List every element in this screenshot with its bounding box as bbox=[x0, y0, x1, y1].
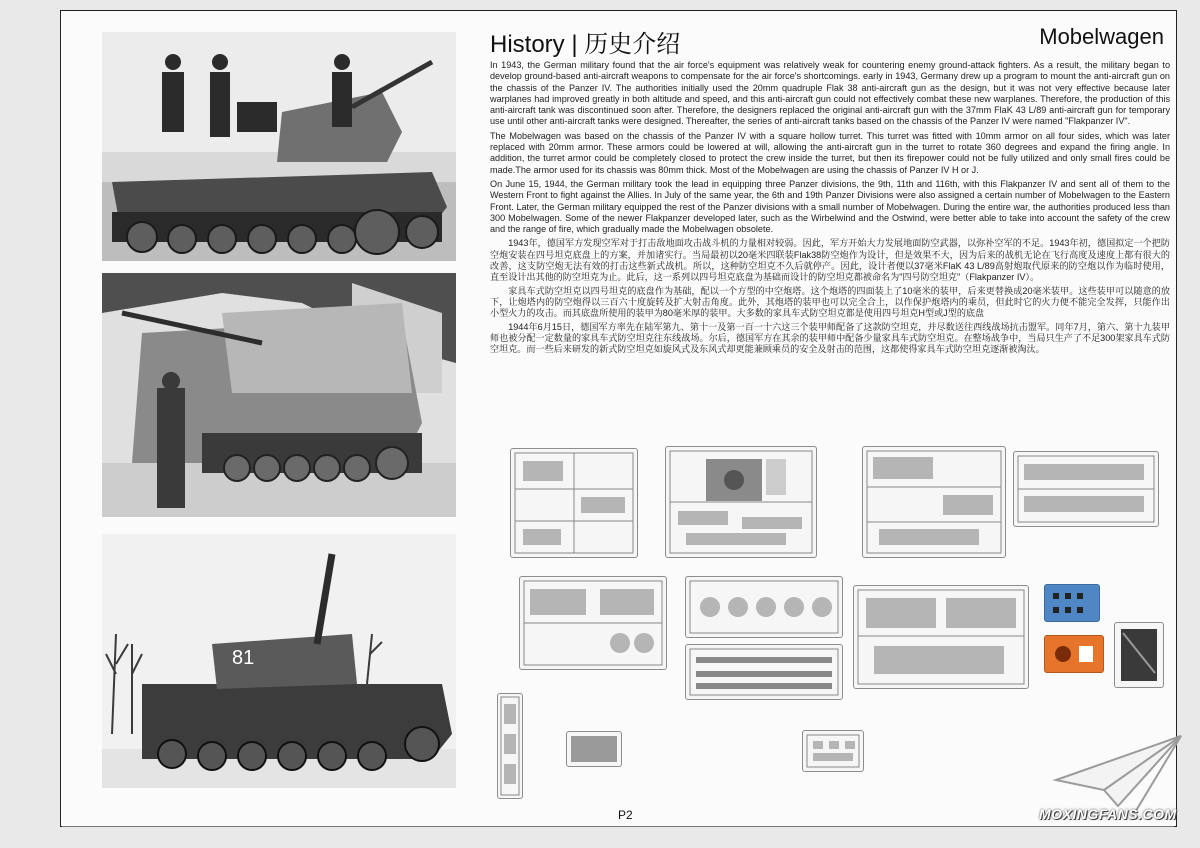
sprue-diagram bbox=[853, 585, 1029, 689]
history-paragraph-en-1: In 1943, the German military found that the air force's equipment was relatively weak for countering enemy ground-attack fighters. As a result, the military began to develop ground-based anti-aircraft weapons to compensate for the air force's shortcomings. early in 1943, Germany drew up a program to mount the anti-aircraft gun on the chassis of the Panzer IV. The authorities initially used the 20mm quadruple Flak 38 anti-aircraft gun as the design, but it was not very effective because later warplanes had improved greatly in both altitude and speed, and this anti-aircraft gun could not effectively combat these new warplanes. Therefore, the production of this anti-aircraft tank was discontinued soon after. Therefore, the designers replaced the original anti-aircraft gun with the 37mm FlaK 43 L/89 anti-aircraft gun for temporary use until other anti-aircraft tanks were designed. Thereafter, the series of anti-aircraft tanks based on the chassis of the Panzer IV were named "Flakpanzer IV". bbox=[490, 60, 1170, 127]
history-paragraph-en-2: The Mobelwagen was based on the chassis of the Panzer IV with a square hollow turret. This turret was fitted with 10mm armor on all four sides, which was later replaced with 20mm armor. These armors could be lowered at will, allowing the anti-aircraft gun in the turret to rotate 360 degrees and expand the firing angle. In addition, the turret armor could be completely closed to protect the crew inside the turret, but then its firepower could not be fully utilized and only small fires could be made.The armor used for its chassis was 80mm thick. Most of the Mobelwagen are using the chassis of Panzer IV H or J. bbox=[490, 130, 1170, 175]
sprue-diagram bbox=[802, 730, 864, 772]
sprue-diagram bbox=[862, 446, 1006, 558]
divider-line bbox=[62, 826, 1174, 827]
watermark: MOXINGFANS.COM bbox=[1039, 806, 1177, 822]
page-number: P2 bbox=[618, 808, 633, 822]
sprue-diagram bbox=[566, 731, 622, 767]
sprue-diagram bbox=[1114, 622, 1164, 688]
turret-number: 81 bbox=[232, 647, 255, 669]
history-paragraph-cn-3: 1944年6月15日，德国军方率先在陆军第九、第十一及第一百一十六这三个装甲师配备了这款防空坦克，并尽数送往西线战场抗击盟军。同年7月，第六、第十九装甲师也被分配一定数量的家具车式防空坦克往东线战场。尔后，德国军方在其余的装甲师中配备少量家具车式防空坦克。在整场战争中，当局只生产了不足300架家具车式防空坦克。而一些后来研发的新式防空坦克如旋风式及东风式却更能兼顾乘员的安全及射击的范围，这都使得家具车式防空坦克逐渐被淘汰。 bbox=[490, 321, 1170, 355]
history-paragraph-cn-2: 家具车式防空坦克以四号坦克的底盘作为基础，配以一个方型的中空炮塔。这个炮塔的四面装上了10毫米的装甲，后来更替换成20毫米装甲。这些装甲可以随意的放下，让炮塔内的防空炮得以三百六十度旋转及扩大射击角度。此外，其炮塔的装甲也可以完全合上，以作保护炮塔内的乘员，但此时它的火力便不能完全发挥，只能作出小型火力的攻击。而其底盘所使用的装甲为80毫米厚的装甲。大多数的家具车式防空坦克都是使用四号坦克H型或J型的底盘 bbox=[490, 285, 1170, 319]
photo-mobelwagen-crew bbox=[102, 32, 456, 261]
sprue-diagram bbox=[665, 446, 817, 558]
decal-sheet bbox=[1044, 584, 1100, 622]
history-title: History | 历史介绍 bbox=[490, 31, 681, 58]
sprue-diagram bbox=[1013, 451, 1159, 527]
model-name: Mobelwagen bbox=[1039, 24, 1164, 49]
sprue-diagram bbox=[685, 576, 843, 638]
sprue-diagram bbox=[510, 448, 638, 558]
sprue-diagram bbox=[519, 576, 667, 670]
decal-sheet bbox=[1044, 635, 1104, 673]
history-paragraph-en-3: On June 15, 1944, the German military took the lead in equipping three Panzer divisions, the 9th, 11th and 116th, with this Flakpanzer IV and sent all of them to the Western Front to fight against the Allies. In July of the same year, the 6th and 19th Panzer Divisions were also assigned a certain number of Mobelwagen to the Eastern Front. Later, the German military equipped the rest of the Panzer divisions with a small number of Mobelwagen. During the entire war, the authorities produced less than 300 Mobelwagen. Some of the newer Flakpanzer developed later, such as the Wirbelwind and the Ostwind, were better able to take into account the safety of the crew and the range of fire, which gradually made the Mobelwagen obsolete. bbox=[490, 178, 1170, 235]
photo-mobelwagen-village bbox=[102, 273, 456, 517]
sprue-diagram bbox=[685, 644, 843, 700]
history-paragraph-cn-1: 1943年，德国军方发现空军对于打击敌地面攻击战斗机的力量相对较弱。因此，军方开始大力发展地面防空武器，以弥补空军的不足。1943年初，德国拟定一个把防空炮安装在四号坦克底盘上的方案，并加诸实行。当局最初以20毫米四联装Flak38防空炮作为设计，但是效果不大，因为后来的战机无论在飞行高度及速度上都有很大的改善，这支防空炮无法有效的打击这些新式战机。所以，这种防空坦克不久后就停产。因此，设计者便以37毫米FlaK 43 L/89高射炮取代原来的防空炮以作为临时使用，直至设计出其他的防空坦克为止。此后，这一系列以四号坦克底盘为基础而设计的防空坦克都被命名为"四号防空坦克"（Flakpanzer IV）。 bbox=[490, 238, 1170, 283]
sprue-diagram bbox=[497, 693, 523, 799]
photo-mobelwagen-winter bbox=[102, 534, 456, 788]
history-text bbox=[490, 60, 1170, 357]
